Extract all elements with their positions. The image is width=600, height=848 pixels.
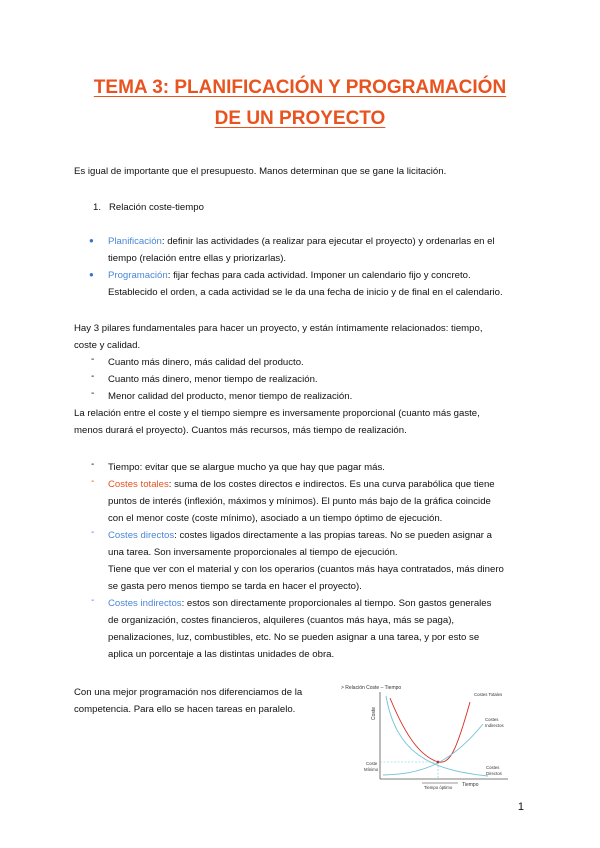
relation-line1: La relación entre el coste y el tiempo siempre es inversamente proporcional (cuanto más gaste, (74, 408, 480, 419)
costes-directos-line2: una tarea. Son inversamente proporcionales al tiempo de ejecución. (108, 547, 398, 558)
pillars-line1: Hay 3 pilares fundamentales para hacer un proyecto, y están íntimamente relacionados: tiempo, (74, 323, 483, 334)
intro-paragraph: Es igual de importante que el presupuesto. Manos determinan que se gane la licitación. (74, 166, 447, 177)
document-title-line1: TEMA 3: PLANIFICACIÓN Y PROGRAMACIÓN (93, 77, 507, 98)
dash-icon: - (91, 388, 95, 399)
costes-indirectos-term: Costes indirectos (108, 598, 182, 609)
pillars-line2: coste y calidad. (74, 340, 141, 351)
costes-totales-term: Costes totales (108, 479, 169, 490)
label-coste-minimo-1: Coste (366, 761, 378, 766)
dash-item: Menor calidad del producto, menor tiempo de realización. (108, 391, 353, 402)
costes-indirectos-line1: Costes indirectos: estos son directamente proporcionales al tiempo. Son gastos generales (108, 598, 492, 609)
dash-icon: - (91, 354, 95, 365)
costes-directos-line4: se gasta pero menos tiempo se tarda en hacer el proyecto). (108, 581, 362, 592)
numbered-heading: 1. Relación coste-tiempo (93, 202, 204, 213)
figure-caption: > Relación Coste – Tiempo (341, 685, 402, 691)
costes-indirectos-line3: penalizaciones, luz, combustibles, etc. No se pueden asignar a una tarea, y por esto se (108, 632, 480, 643)
closing-line1: Con una mejor programación nos diferenciamos de la (74, 687, 303, 698)
dash-icon: - (91, 371, 95, 382)
bullet-icon: ● (89, 270, 94, 279)
page-number: 1 (517, 801, 524, 813)
x-axis-label: Tiempo (462, 782, 479, 788)
label-costes-indirectos-2: Indirectos (485, 723, 504, 728)
costes-directos-line3: Tiene que ver con el material y con los operarios (cuantos más haya contratados, más dinero (108, 564, 504, 575)
label-costes-indirectos-1: Costes (485, 717, 499, 722)
dash-item: Cuanto más dinero, más calidad del producto. (108, 357, 304, 368)
costes-indirectos-line4: aplica un porcentaje a las distintas unidades de obra. (108, 649, 335, 660)
relation-line2: menos durará el proyecto). Cuantos más recursos, más tiempo de realización. (74, 425, 407, 436)
label-costes-totales: Costes Totales (474, 692, 503, 697)
bullet-icon: ● (89, 236, 94, 245)
costes-indirectos-line2: de organización, costes financieros, alquileres (cuantos más haya, más se paga), (108, 615, 455, 626)
bullet-programacion-line1: Programación: fijar fechas para cada actividad. Imponer un calendario fijo y concreto. (108, 270, 471, 281)
costes-directos-line1: Costes directos: costes ligados directamente a las propias tareas. No se pueden asignar a (108, 530, 492, 541)
costes-directos-term: Costes directos (108, 530, 175, 541)
costes-totales-curve (390, 698, 470, 762)
label-tiempo-optimo: Tiempo óptimo (424, 785, 453, 790)
costes-totales-line2: puntos de interés (inflexión, máximos y mínimos). El punto más bajo de la gráfica coincide (108, 496, 491, 507)
y-axis-label: Coste (371, 706, 377, 720)
dash-item: Cuanto más dinero, menor tiempo de realización. (108, 374, 318, 385)
closing-line2: competencia. Para ello se hacen tareas en paralelo. (74, 704, 296, 715)
programacion-term: Programación (108, 270, 168, 281)
bullet-planificacion-line1: Planificación: definir las actividades (a realizar para ejecutar el proyecto) y ordenarlas en el (108, 236, 495, 247)
label-costes-directos-1: Costes (486, 765, 500, 770)
costes-totales-line1: Costes totales: suma de los costes directos e indirectos. Es una curva parabólica que tiene (108, 479, 495, 490)
cost-time-figure (338, 682, 516, 790)
bullet-programacion-line2: Establecido el orden, a cada actividad se le da una fecha de inicio y de final en el calendario. (108, 287, 503, 298)
label-costes-directos-2: Directos (486, 771, 502, 776)
dash-icon: - (91, 527, 95, 538)
dash-icon: - (91, 459, 95, 470)
minimum-point (437, 761, 440, 764)
costes-totales-line3: con el menor coste (coste mínimo), asociado a un tiempo óptimo de ejecución. (108, 513, 443, 524)
planificacion-term: Planificación (108, 236, 162, 247)
dash-icon: - (91, 476, 95, 487)
bullet-planificacion-line2: tiempo (relación entre ellas y priorizarlas). (108, 253, 287, 264)
document-title-line2: DE UN PROYECTO (214, 108, 386, 129)
dash-icon: - (91, 595, 95, 606)
label-coste-minimo-2: Mínimo (364, 767, 379, 772)
tiempo-item: Tiempo: evitar que se alargue mucho ya que hay que pagar más. (108, 462, 385, 473)
